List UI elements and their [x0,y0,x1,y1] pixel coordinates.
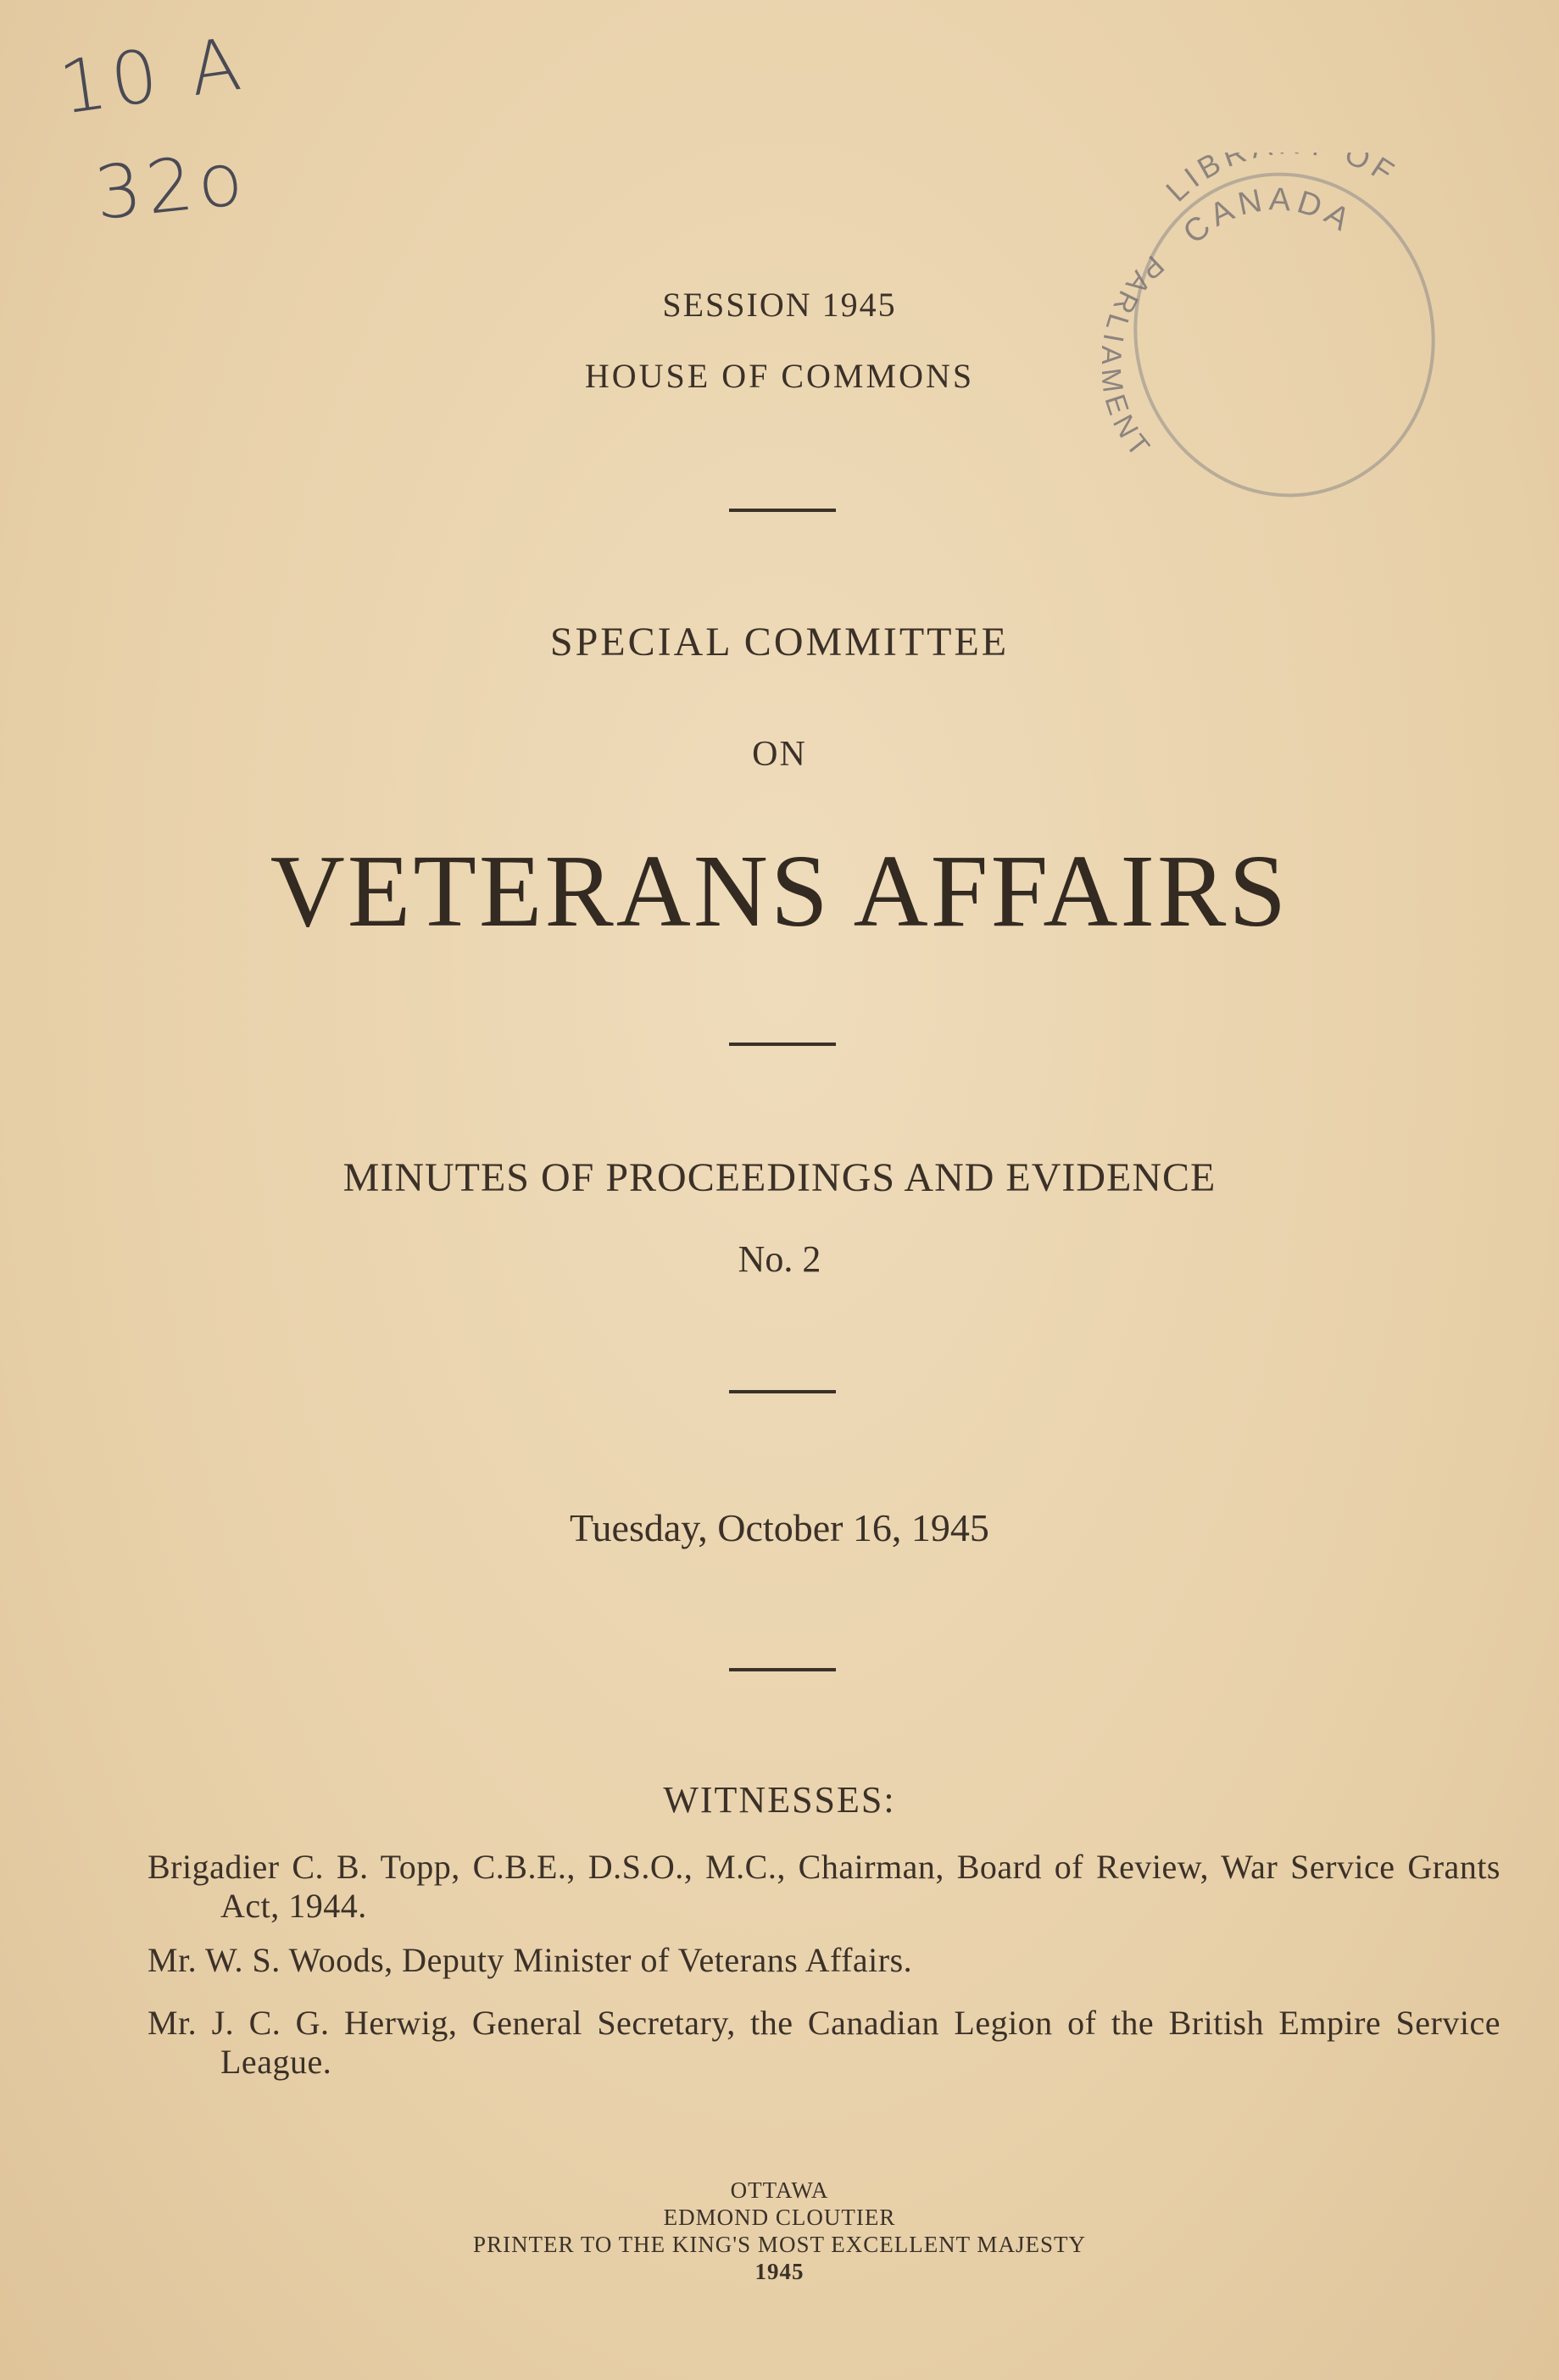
imprint-year: 1945 [754,2259,805,2284]
special-committee-line: SPECIAL COMMITTEE [549,620,1010,665]
svg-text:CANADA [1177,181,1360,251]
witness-item: Brigadier C. B. Topp, C.B.E., D.S.O., M.C., Chairman, Board of Review, War Service Grants Act, 1944. [148,1848,1501,1925]
divider-rule [729,1043,836,1046]
minutes-heading: MINUTES OF PROCEEDINGS AND EVIDENCE [342,1155,1217,1200]
on-line: ON [752,735,807,774]
document-title: VETERANS AFFAIRS [270,834,1289,948]
house-line: HOUSE OF COMMONS [584,357,975,395]
imprint-printer-title: PRINTER TO THE KING'S MOST EXCELLENT MAJESTY [473,2232,1086,2257]
library-stamp [1102,153,1441,525]
witness-item: Mr. W. S. Woods, Deputy Minister of Veterans Affairs. [148,1941,913,1979]
divider-rule [729,1390,836,1393]
session-line: SESSION 1945 [662,286,897,324]
imprint-city: OTTAWA [730,2177,829,2203]
divider-rule [729,1668,836,1671]
stamp-middle-text: CANADA [1176,181,1361,252]
stamp-outer-text: LIBR OF [1159,153,1405,209]
issue-number: No. 2 [738,1238,821,1280]
meeting-date: Tuesday, October 16, 1945 [570,1506,989,1549]
witness-item: Mr. J. C. G. Herwig, General Secretary, the Canadian Legion of the British Empire Service League. [148,2004,1501,2081]
handwritten-note-1: 10 A [54,21,251,131]
divider-rule [729,509,836,512]
handwritten-note-2: 32o [91,136,252,237]
witnesses-heading: WITNESSES: [663,1779,896,1821]
imprint-printer-name: EDMOND CLOUTIER [663,2205,896,2230]
stamp-inner-text: PAR NT [1104,248,1171,467]
